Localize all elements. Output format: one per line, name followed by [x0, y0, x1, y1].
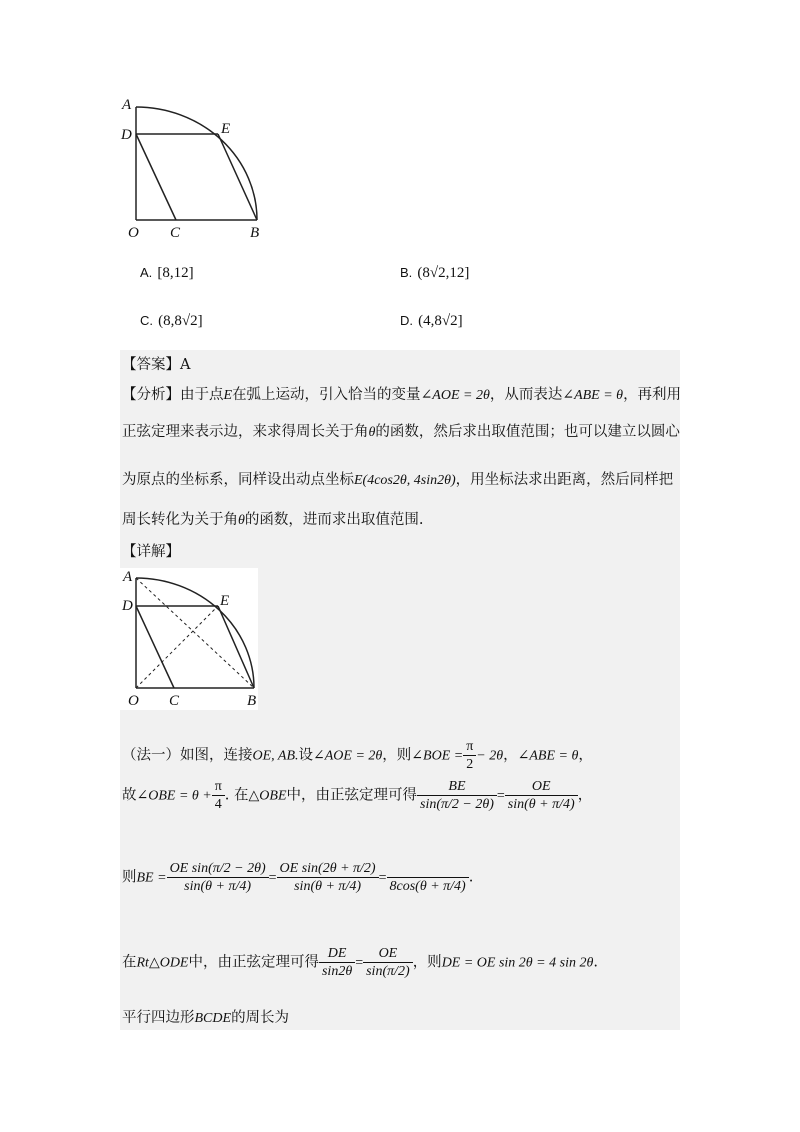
equals: = [355, 955, 364, 971]
analysis-line-4 [122, 510, 424, 531]
label-A: A [122, 97, 132, 113]
analysis-line-3 [122, 470, 673, 491]
text: 在 [122, 954, 137, 971]
text: 中，由正弦定理可得 [286, 787, 417, 804]
math-angle-abe: ∠ABE = θ [562, 388, 624, 403]
option-b[interactable] [400, 262, 469, 282]
label-C: C [169, 693, 180, 709]
answer-tag-text: 【答案】A [122, 357, 191, 373]
arc-AB [136, 107, 257, 220]
analysis-text: ，用坐标法求出距离，然后同样把 [455, 472, 674, 488]
fraction-den: sin(θ + π/4) [184, 879, 252, 894]
segment-DC [136, 134, 176, 220]
fraction-den: 8cos(θ + π/4) [389, 879, 466, 894]
math-de-formula: DE = OE sin 2θ = 4 sin 2θ [441, 955, 594, 971]
math-bcde: BCDE [194, 1011, 232, 1026]
fraction-num: OE sin(π/2 − 2θ) [167, 860, 269, 878]
label-D: D [122, 598, 133, 614]
text: ， [577, 787, 593, 804]
option-a-letter: A. [140, 265, 153, 280]
label-O: O [128, 693, 139, 709]
fraction-num: BE [417, 778, 497, 796]
fraction-num [387, 860, 469, 878]
text: . [468, 869, 474, 886]
fraction-be-over-sin [417, 778, 497, 813]
analysis-text: 为原点的坐标系，同样设出动点坐标 [122, 472, 354, 488]
analysis-text: 由于点 [180, 387, 224, 403]
option-c[interactable] [140, 310, 203, 330]
math-triangle-ode: Rt△ODE [136, 955, 189, 971]
label-E: E [220, 593, 230, 609]
text: . [593, 954, 598, 971]
fraction-num: OE sin(2θ + π/2) [277, 860, 379, 878]
option-a[interactable] [140, 262, 194, 282]
fraction-den: sin(θ + π/4) [294, 879, 361, 894]
math-minus-2theta: − 2θ [476, 748, 504, 764]
equals: = [378, 870, 387, 886]
label-D: D [121, 127, 132, 143]
fraction-num: OE [505, 778, 578, 796]
fraction-num: π [463, 738, 476, 756]
fraction-den: sin2θ [321, 964, 353, 979]
text: ， [578, 747, 593, 764]
fraction-den: 2 [466, 757, 474, 772]
analysis-text: 正弦定理来表示边，来求得周长关于角 [122, 424, 369, 440]
fraction-pi-over-2 [463, 738, 476, 773]
text: 平行四边形 [122, 1010, 195, 1026]
math-angle-boe: ∠BOE = [411, 748, 464, 764]
dashed-OE [136, 606, 218, 688]
analysis-line-1 [122, 385, 681, 406]
text: 则 [122, 869, 137, 886]
solution-line-2 [122, 778, 592, 813]
option-c-value: (8,8√2] [158, 313, 203, 329]
math-angle-aoe: ∠AOE = 2θ [313, 748, 383, 764]
analysis-tag: 【分析】 [122, 387, 180, 403]
equals: = [496, 788, 505, 804]
math-angle-obe: ∠OBE = θ + [136, 788, 212, 804]
label-A: A [123, 569, 133, 585]
answer-tag [122, 355, 190, 375]
label-C: C [170, 225, 181, 241]
option-b-letter: B. [400, 265, 413, 280]
fraction-den: sin(π/2 − 2θ) [420, 797, 494, 812]
text: 故 [122, 787, 137, 804]
option-d-letter: D. [400, 313, 413, 328]
math-point-e-coords: E(4cos2θ, 4sin2θ) [354, 473, 456, 488]
fraction-oe-over-sin [505, 778, 578, 813]
segment-DC [136, 606, 174, 688]
math-angle-aoe: ∠AOE = 2θ [420, 388, 490, 403]
label-B: B [247, 693, 257, 709]
math-angle-abe: ∠ABE = θ [517, 748, 579, 764]
analysis-text: 的函数，然后求出取值范围；也可以建立以圆心 [375, 424, 680, 440]
option-c-letter: C. [140, 313, 153, 328]
analysis-text: ，再利用 [623, 387, 682, 403]
label-B: B [250, 225, 260, 241]
math-oe-ab: OE, AB. [252, 748, 299, 764]
fraction-de-over-sin [319, 945, 355, 980]
solution-line-4 [122, 945, 598, 980]
figure-2 [120, 568, 260, 710]
fraction-pi-over-4 [212, 778, 225, 813]
text: （法一）如图，连接 [122, 747, 253, 764]
text: ，则 [382, 747, 412, 764]
solution-line-3 [122, 860, 473, 895]
figure-1 [118, 95, 278, 245]
solution-line-5 [122, 1008, 289, 1029]
analysis-text: 的函数，进而求出取值范围. [244, 512, 424, 528]
text: 的周长为 [231, 1010, 290, 1026]
fraction-den: sin(π/2) [366, 964, 410, 979]
segment-EB [218, 606, 254, 688]
analysis-text: 周长转化为关于角 [122, 512, 238, 528]
fraction-be-2 [277, 860, 379, 895]
fraction-num: DE [319, 945, 355, 963]
math-triangle-obe: △OBE [248, 788, 287, 804]
fraction-num: OE [363, 945, 413, 963]
fraction-num: π [212, 778, 225, 796]
option-a-value: [8,12] [157, 265, 194, 281]
label-O: O [128, 225, 139, 241]
segment-EB [218, 134, 257, 220]
equals: = [268, 870, 277, 886]
text: ， [503, 747, 518, 764]
text: 设 [298, 747, 314, 764]
fraction-den: 4 [214, 797, 222, 812]
text: ，则 [412, 954, 442, 971]
option-d[interactable] [400, 310, 463, 330]
fraction-oe-over-sin [363, 945, 413, 980]
text: 中，由正弦定理可得 [188, 954, 319, 971]
option-b-value: (8√2,12] [417, 265, 470, 281]
detail-tag [122, 542, 180, 562]
dashed-AB [136, 578, 254, 688]
label-E: E [221, 121, 231, 137]
fraction-den: sin(θ + π/4) [507, 797, 575, 812]
solution-line-1 [122, 738, 593, 773]
option-d-value: (4,8√2] [418, 313, 463, 329]
analysis-text: ，从而表达 [489, 387, 563, 403]
math-theta: θ [368, 425, 376, 440]
math-theta: θ [238, 513, 245, 528]
math-be: BE = [136, 870, 167, 886]
text: . 在 [224, 787, 249, 804]
detail-tag-text: 【详解】 [122, 544, 180, 560]
point-e: E [223, 388, 233, 403]
analysis-line-2 [122, 422, 680, 443]
fraction-be-1 [167, 860, 269, 895]
fraction-be-3 [387, 860, 469, 895]
analysis-text: 在弧上运动，引入恰当的变量 [232, 387, 421, 403]
